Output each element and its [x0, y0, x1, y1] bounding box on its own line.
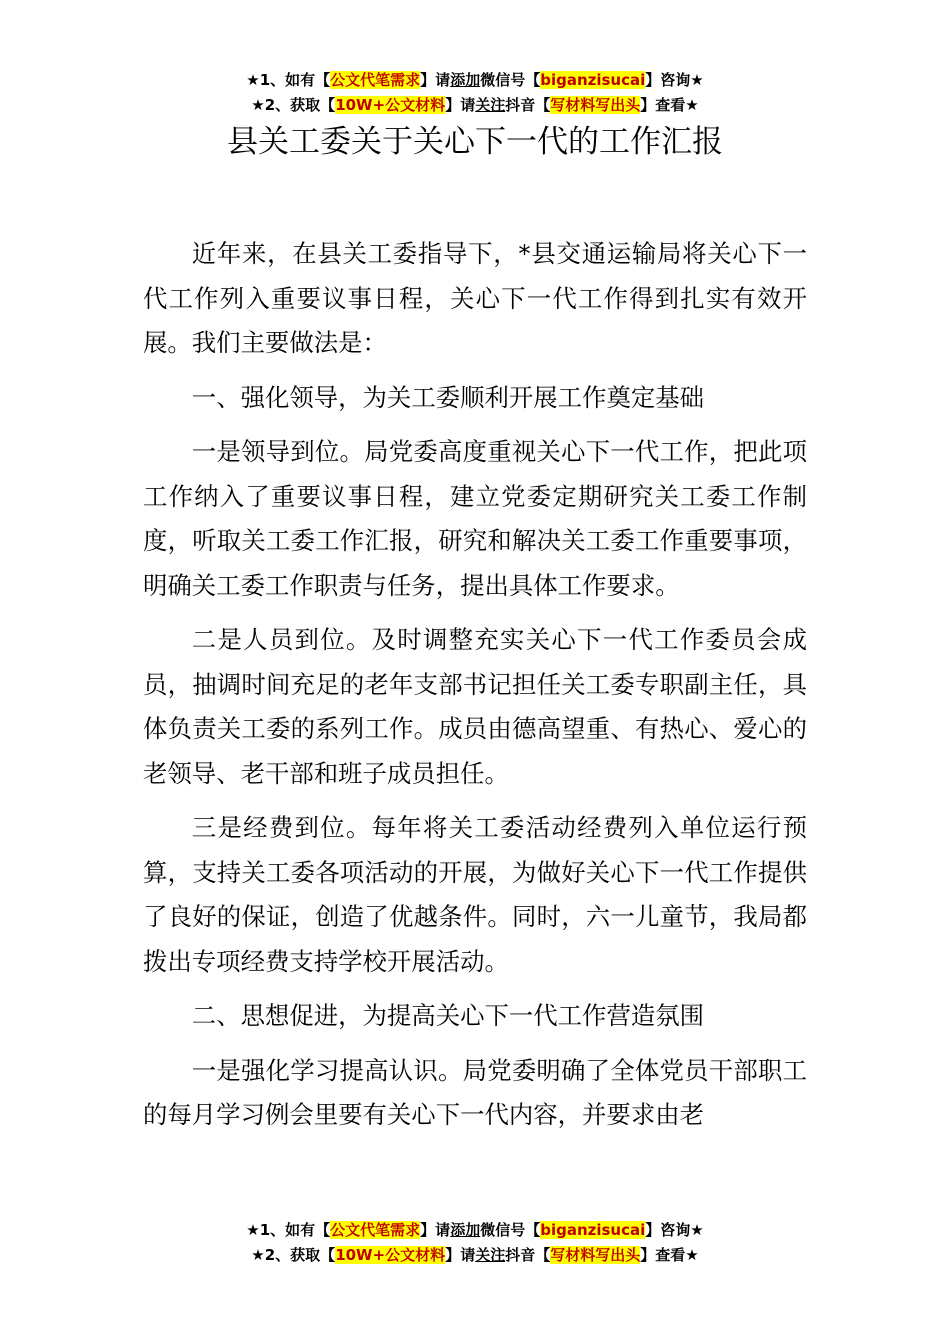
- banner-line-2: ★2、获取【10W+公文材料】请关注抖音【写材料写出头】查看★: [251, 1246, 699, 1264]
- paragraph: 近年来，在县关工委指导下，*县交通运输局将关心下一代工作列入重要议事日程，关心下一代工作得到扎实有效开展。我们主要做法是：: [143, 239, 807, 357]
- paragraph: 一是领导到位。局党委高度重视关心下一代工作，把此项工作纳入了重要议事日程，建立党委定期研究关工委工作制度，听取关工委工作汇报，研究和解决关工委工作重要事项，明确关工委工作职责与任务，提出具体工作要求。: [143, 437, 807, 600]
- highlight-wechat-id: biganzisucai: [540, 1221, 646, 1239]
- banner-line-1: ★1、如有【公文代笔需求】请添加微信号【biganzisucai】咨询★: [246, 1221, 704, 1239]
- paragraph: 三是经费到位。每年将关工委活动经费列入单位运行预算，支持关工委各项活动的开展，为做好关心下一代工作提供了良好的保证，创造了优越条件。同时，六一儿童节，我局都拨出专项经费支持学校开展活动。: [143, 813, 807, 976]
- highlight-materials: 10W+公文材料: [335, 96, 446, 114]
- highlight-wechat-id: biganzisucai: [540, 71, 646, 89]
- banner-line-2: ★2、获取【10W+公文材料】请关注抖音【写材料写出头】查看★: [251, 96, 699, 114]
- highlight-douyin: 写材料写出头: [550, 96, 641, 114]
- document-title: 县关工委关于关心下一代的工作汇报: [227, 124, 723, 160]
- footer-banner: [0, 1218, 950, 1268]
- highlight-service: 公文代笔需求: [330, 71, 421, 89]
- paragraph: 一是强化学习提高认识。局党委明确了全体党员干部职工的每月学习例会里要有关心下一代内容，并要求由老: [143, 1055, 807, 1129]
- header-banner: [0, 68, 950, 118]
- section-heading: 一、强化领导，为关工委顺利开展工作奠定基础: [191, 382, 705, 412]
- highlight-douyin: 写材料写出头: [550, 1246, 641, 1264]
- highlight-materials: 10W+公文材料: [335, 1246, 446, 1264]
- section-heading: 二、思想促进，为提高关心下一代工作营造氛围: [191, 1001, 705, 1030]
- banner-line-1: ★1、如有【公文代笔需求】请添加微信号【biganzisucai】咨询★: [246, 71, 704, 89]
- document-body: [143, 232, 807, 1148]
- paragraph: 二是人员到位。及时调整充实关心下一代工作委员会成员，抽调时间充足的老年支部书记担任关工委专职副主任，具体负责关工委的系列工作。成员由德高望重、有热心、爱心的老领导、老干部和班子成员担任。: [143, 625, 807, 788]
- highlight-service: 公文代笔需求: [330, 1221, 421, 1239]
